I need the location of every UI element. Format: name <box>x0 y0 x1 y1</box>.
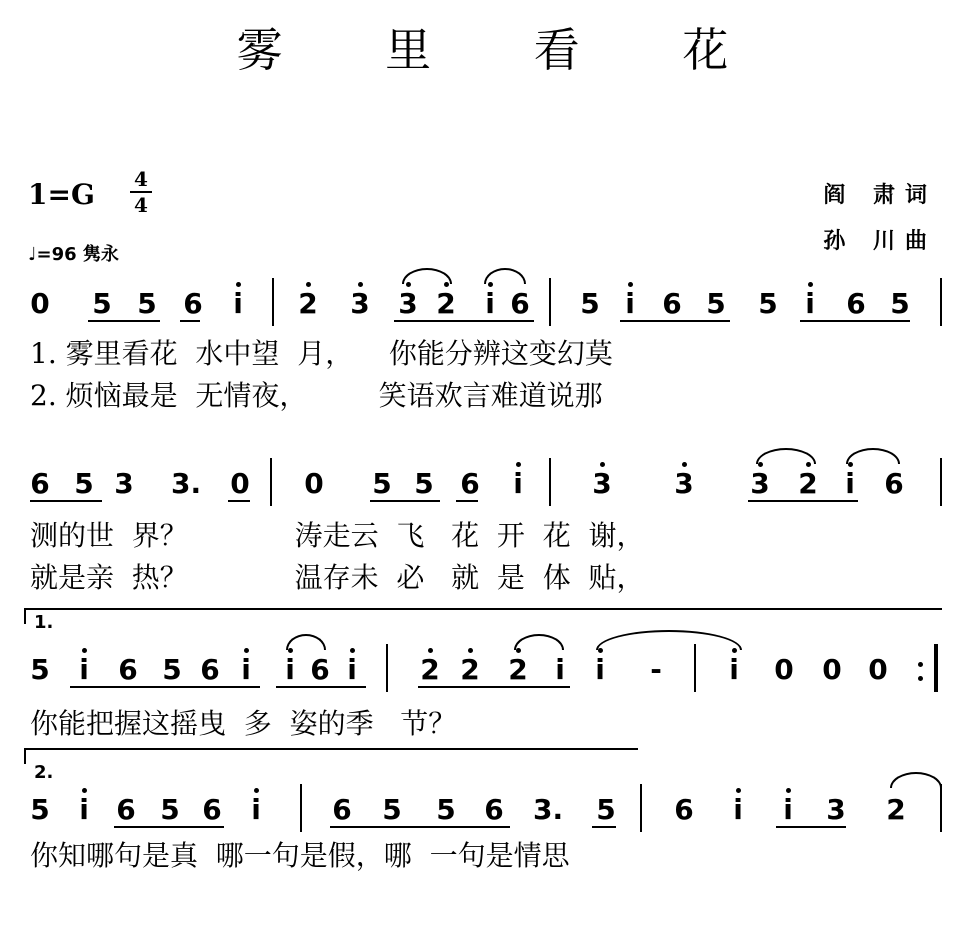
note: i <box>625 287 635 320</box>
high-dot <box>254 788 259 793</box>
underline <box>776 826 846 828</box>
note: 3 <box>674 467 694 500</box>
note: - <box>650 653 662 686</box>
underline <box>456 500 478 502</box>
underline <box>276 686 366 688</box>
note: i <box>79 793 89 826</box>
note: 5 <box>30 793 50 826</box>
barline <box>549 458 551 506</box>
note: 2 <box>798 467 818 500</box>
note: 2 <box>420 653 440 686</box>
tempo-marking: ♩=96 隽永 <box>28 244 119 265</box>
barline <box>940 278 942 326</box>
barline <box>940 784 942 832</box>
barline <box>272 278 274 326</box>
slur <box>402 268 452 284</box>
underline <box>370 500 440 502</box>
lyrics-row2-verse1: 测的世 界？ 涛走云 飞 花 开 花 谢， <box>30 519 645 552</box>
note: 5 <box>137 287 157 320</box>
note: 6 <box>183 287 203 320</box>
slur <box>846 448 900 464</box>
song-title: 雾 里 看 花 <box>236 23 773 77</box>
note: i <box>513 467 523 500</box>
note: i <box>595 653 605 686</box>
note: 5 <box>436 793 456 826</box>
note: 6 <box>332 793 352 826</box>
time-signature-top: 4 <box>134 167 148 191</box>
note: 0 <box>304 467 324 500</box>
lyrics-row4: 你知哪句是真 哪一句是假，哪 一句是情思 <box>30 839 570 872</box>
note: 5 <box>30 653 50 686</box>
note: 6 <box>118 653 138 686</box>
note: 6 <box>884 467 904 500</box>
note: 5 <box>162 653 182 686</box>
volta-2-bracket <box>24 748 638 764</box>
slur <box>514 634 564 650</box>
volta-1-bracket <box>24 608 942 624</box>
note: 3 <box>592 467 612 500</box>
barline <box>270 458 272 506</box>
note: i <box>251 793 261 826</box>
notation-row-3 <box>0 652 965 700</box>
note: 6 <box>510 287 530 320</box>
barline <box>549 278 551 326</box>
note: 6 <box>310 653 330 686</box>
note: 3 <box>826 793 846 826</box>
note: 6 <box>30 467 50 500</box>
note: 5 <box>890 287 910 320</box>
barline <box>694 644 696 692</box>
high-dot <box>628 282 633 287</box>
underline <box>180 320 200 322</box>
note: i <box>233 287 243 320</box>
underline <box>70 686 260 688</box>
note: 5 <box>706 287 726 320</box>
high-dot <box>468 648 473 653</box>
note: 6 <box>662 287 682 320</box>
note: i <box>783 793 793 826</box>
note: 3 <box>114 467 134 500</box>
high-dot <box>244 648 249 653</box>
slur <box>484 268 526 284</box>
underline <box>418 686 570 688</box>
note: 5 <box>580 287 600 320</box>
note: 6 <box>200 653 220 686</box>
tie <box>890 772 942 788</box>
note: 3. <box>533 793 564 826</box>
lyrics-row1-verse2: 2. 烦恼最是 无情夜， 笑语欢言难道说那 <box>30 379 603 412</box>
note: 3 <box>398 287 418 320</box>
note: i <box>485 287 495 320</box>
note: i <box>555 653 565 686</box>
barline <box>300 784 302 832</box>
note: 0 <box>868 653 888 686</box>
high-dot <box>358 282 363 287</box>
note: i <box>347 653 357 686</box>
barline <box>940 458 942 506</box>
note: 6 <box>460 467 480 500</box>
note: i <box>845 467 855 500</box>
high-dot <box>428 648 433 653</box>
notation-row-1 <box>0 286 965 334</box>
underline <box>88 320 160 322</box>
high-dot <box>682 462 687 467</box>
barline <box>386 644 388 692</box>
key-signature: 1=G <box>28 178 95 211</box>
underline <box>748 500 858 502</box>
repeat-dot <box>918 662 923 667</box>
lyrics-row1-verse1: 1. 雾里看花 水中望 月， 你能分辨这变幻莫 <box>30 337 613 370</box>
high-dot <box>306 282 311 287</box>
high-dot <box>808 282 813 287</box>
note: 6 <box>674 793 694 826</box>
note: 0 <box>230 467 250 500</box>
note: 2 <box>298 287 318 320</box>
high-dot <box>82 788 87 793</box>
note: 3. <box>171 467 202 500</box>
note: i <box>241 653 251 686</box>
high-dot <box>350 648 355 653</box>
slur <box>286 634 326 650</box>
note: i <box>733 793 743 826</box>
note: 6 <box>202 793 222 826</box>
note: i <box>729 653 739 686</box>
note: 3 <box>350 287 370 320</box>
underline <box>394 320 534 322</box>
note: 5 <box>758 287 778 320</box>
note: 6 <box>484 793 504 826</box>
note: 2 <box>886 793 906 826</box>
note: 6 <box>116 793 136 826</box>
underline <box>330 826 510 828</box>
high-dot <box>736 788 741 793</box>
repeat-barline <box>934 644 938 692</box>
underline <box>30 500 102 502</box>
high-dot <box>786 788 791 793</box>
underline <box>114 826 224 828</box>
note: 5 <box>92 287 112 320</box>
note: 3 <box>750 467 770 500</box>
lyricist-credit: 阎 肃词 <box>823 182 937 208</box>
underline <box>592 826 616 828</box>
note: 5 <box>414 467 434 500</box>
repeat-dot <box>918 676 923 681</box>
slur <box>756 448 816 464</box>
note: i <box>285 653 295 686</box>
lyrics-row3: 你能把握这摇曳 多 姿的季 节？ <box>30 707 457 740</box>
note: 5 <box>372 467 392 500</box>
barline <box>640 784 642 832</box>
volta-2-label: 2. <box>34 762 54 783</box>
note: 0 <box>30 287 50 320</box>
volta-1-label: 1. <box>34 612 54 633</box>
note: 0 <box>774 653 794 686</box>
notation-row-2 <box>0 466 965 514</box>
underline <box>800 320 910 322</box>
note: i <box>79 653 89 686</box>
lyrics-row2-verse2: 就是亲 热？ 温存未 必 就 是 体 贴， <box>30 561 645 594</box>
underline <box>228 500 250 502</box>
note: 5 <box>74 467 94 500</box>
high-dot <box>516 462 521 467</box>
note: 5 <box>596 793 616 826</box>
underline <box>620 320 730 322</box>
composer-credit: 孙 川曲 <box>823 228 937 254</box>
note: 5 <box>382 793 402 826</box>
note: 5 <box>160 793 180 826</box>
time-signature-bottom: 4 <box>134 193 148 217</box>
high-dot <box>82 648 87 653</box>
high-dot <box>600 462 605 467</box>
note: 6 <box>846 287 866 320</box>
note: 2 <box>460 653 480 686</box>
tie <box>596 630 742 650</box>
note: i <box>805 287 815 320</box>
note: 0 <box>822 653 842 686</box>
high-dot <box>236 282 241 287</box>
notation-row-4 <box>0 792 965 840</box>
time-signature <box>130 168 152 216</box>
note: 2 <box>436 287 456 320</box>
note: 2 <box>508 653 528 686</box>
